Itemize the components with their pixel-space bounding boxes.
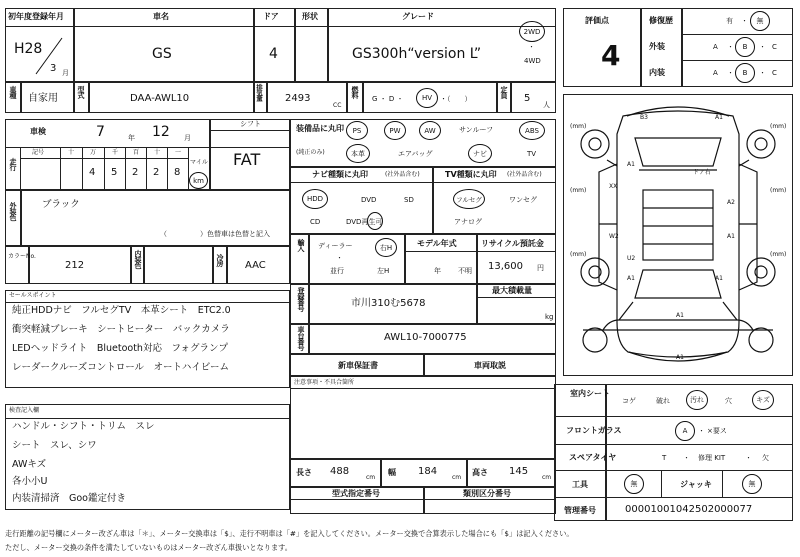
- first-reg-label: 初年度登録年月: [8, 12, 64, 21]
- mm-label-4: (mm): [770, 187, 787, 194]
- digit-header-4: 百: [133, 149, 140, 156]
- tools-label: 工具: [572, 480, 588, 489]
- inspection-year: 7: [96, 124, 105, 140]
- damage-a2: A2: [727, 199, 735, 206]
- sales-point-1: 純正HDDナビ フルセグTV 本革シート ETC2.0: [12, 305, 231, 316]
- mm-label-6: (mm): [770, 251, 787, 258]
- import-dot: ・: [336, 254, 343, 262]
- inspection-label: 車検: [30, 127, 46, 136]
- height-label: 高さ: [472, 468, 488, 477]
- tools-none-circle: 無: [624, 474, 644, 494]
- seat-yogore-circle: 汚れ: [686, 390, 708, 410]
- color-value: ブラック: [42, 199, 80, 210]
- width-value: 184: [418, 466, 438, 477]
- drive-dot: ・: [528, 43, 535, 51]
- use-label: 車種: [9, 86, 17, 98]
- fuel-options: G ・ D ・: [372, 95, 404, 103]
- navi-sd: SD: [404, 196, 414, 204]
- damage-hood-right: ドア右: [693, 169, 711, 176]
- sales-point-2: 衝突軽減ブレーキ シートヒーター バックカメラ: [12, 324, 230, 335]
- damage-a1-bottom: A1: [676, 312, 684, 319]
- interior-a: A: [713, 69, 718, 77]
- inspector-label: 検査記入欄: [9, 407, 40, 414]
- inspector-note-1: ハンドル・シフト・トリム スレ: [12, 421, 155, 432]
- door-label: ドア: [263, 12, 279, 21]
- tv-analog: アナログ: [454, 218, 482, 226]
- door-count: 4: [269, 46, 278, 62]
- ac-label: 冷房: [216, 254, 224, 266]
- repair-none-circle: 無: [750, 11, 770, 31]
- inspection-month: 12: [152, 124, 170, 140]
- windshield-label: フロントガラス: [566, 426, 622, 435]
- color-note: ）色替車は色替と記入: [200, 230, 270, 238]
- interior-dot-1: ・: [727, 69, 734, 77]
- mileage-digit-2: 5: [111, 167, 118, 178]
- car-name: GS: [152, 46, 172, 62]
- spare-dot-2: ・: [745, 454, 752, 462]
- digit-header-6: 一: [175, 149, 182, 156]
- seat-ana: 穴: [725, 397, 732, 405]
- shift-label: シフト: [240, 120, 261, 128]
- windshield-dot: ・: [698, 427, 705, 435]
- tv-oneseg: ワンセグ: [509, 196, 537, 204]
- registration-value: 市川310む5678: [351, 298, 426, 309]
- color-code-label: カラーNo.: [8, 253, 36, 260]
- inspector-note-4: 各小小U: [12, 476, 48, 487]
- mm-label-2: (mm): [770, 123, 787, 130]
- interior-b-circle: B: [735, 63, 755, 83]
- mm-label-1: (mm): [570, 123, 587, 130]
- spare-kit: 修理 KIT: [698, 454, 726, 462]
- footer-note-1: 走行距離の記号欄にメーター改ざん車は「＊」、メーター交換車は「$」、走行不明車は「#」を記入してください。メーター交換で合算表示した場合にも「$」は記入ください。: [5, 529, 574, 538]
- first-reg-month: 3: [50, 63, 57, 74]
- body-type-label: 形状: [302, 12, 318, 21]
- color-code: 212: [65, 260, 85, 271]
- color-open-paren: （: [160, 230, 167, 238]
- grade-value: GS300h“version L”: [352, 46, 482, 62]
- navi-dvd-play: DVD再生可: [346, 218, 383, 226]
- width-label: 幅: [388, 468, 396, 477]
- exterior-b-circle: B: [735, 37, 755, 57]
- equip-tv: TV: [527, 150, 537, 158]
- car-name-label: 車名: [153, 12, 169, 21]
- spare-none: 欠: [762, 454, 769, 462]
- tv-fullseg-circle: フルセグ: [453, 189, 485, 209]
- equipment-label: 装備品に丸印: [296, 124, 344, 133]
- digit-header-2: 万: [90, 149, 97, 156]
- inspection-year-unit: 年: [128, 134, 135, 142]
- length-unit: cm: [366, 474, 376, 481]
- equip-sunroof: サンルーフ: [459, 126, 494, 134]
- chassis-label: 車台番号: [297, 326, 305, 350]
- import-dealer: ディーラー: [318, 242, 353, 250]
- sales-point-4: レーダークルーズコントロール オートハイビーム: [12, 362, 229, 373]
- class-number-label: 類別区分番号: [463, 489, 511, 498]
- score-label: 評価点: [585, 16, 609, 25]
- damage-w2: W2: [609, 233, 619, 240]
- fuel-other: ・（ ）: [440, 95, 472, 103]
- color-label: 外装色: [9, 202, 17, 220]
- inspection-month-unit: 月: [184, 134, 191, 142]
- mileage-symbol-label: 記号: [32, 149, 45, 156]
- handle-right-circle: 右H: [375, 238, 397, 257]
- damage-a1-lower-right: A1: [715, 275, 723, 282]
- capacity-unit: 人: [543, 101, 550, 109]
- repair-yes: 有: [726, 17, 733, 25]
- max-load-unit: kg: [545, 313, 554, 321]
- length-value: 488: [330, 466, 350, 477]
- drive-2wd-circle: 2WD: [519, 21, 545, 42]
- km-circle: km: [189, 172, 208, 189]
- equip-abs-circle: ABS: [519, 121, 545, 140]
- windshield-a-circle: A: [675, 421, 695, 441]
- damage-a1-mid: A1: [727, 233, 735, 240]
- handle-left: 左H: [377, 267, 390, 275]
- equip-leather-circle: 本革: [346, 144, 370, 163]
- notes-label: 注意事項・不具合箇所: [294, 379, 355, 386]
- navi-types-label: ナビ種類に丸印: [312, 170, 368, 179]
- navi-hdd-circle: HDD: [302, 189, 328, 209]
- navi-cd: CD: [310, 218, 321, 226]
- interior-seat-label-1: 室内シート: [570, 389, 610, 398]
- interior-label: 内装: [649, 68, 665, 77]
- equip-airbag: エアバッグ: [398, 150, 433, 158]
- mileage-digit-4: 2: [153, 167, 160, 178]
- footer-note-2: ただし、メーター交換の条件を満たしていないものはメーター改ざん車扱いとなります。: [5, 543, 292, 552]
- inspector-note-5: 内装清掃済 Goo鑑定付き: [12, 493, 126, 504]
- displacement-label: 排気量: [255, 84, 263, 101]
- shift-value: FAT: [233, 150, 261, 169]
- model-year-unit: 年: [434, 267, 441, 275]
- mm-label-3: (mm): [570, 187, 587, 194]
- recycle-label: リサイクル預託金: [481, 239, 544, 248]
- equip-aw-circle: AW: [419, 121, 441, 140]
- use-value: 自家用: [28, 93, 58, 104]
- new-car-warranty: 新車保証書: [338, 361, 378, 370]
- capacity-label: 定員: [500, 86, 508, 98]
- sales-point-3: LEDヘッドライト Bluetooth対応 フォグランプ: [12, 343, 228, 354]
- model-year-unknown: 不明: [458, 267, 472, 275]
- seat-kizu-circle: キズ: [752, 390, 774, 410]
- grade-label: グレード: [402, 12, 434, 21]
- spare-dot-1: ・: [683, 454, 690, 462]
- model-label: 型式: [77, 86, 85, 98]
- windshield-x: ×要ス: [707, 427, 727, 435]
- damage-a1-lower-left: A1: [627, 275, 635, 282]
- equip-pw-circle: PW: [384, 121, 406, 140]
- equipment-sublabel: (純正のみ): [296, 149, 325, 156]
- import-parallel: 並行: [330, 267, 344, 275]
- equip-ps-circle: PS: [346, 121, 368, 140]
- damage-a1-left: A1: [627, 161, 635, 168]
- repair-history-label: 修復歴: [649, 16, 673, 25]
- management-number-label: 管理番号: [564, 506, 596, 515]
- exterior-c: C: [772, 43, 777, 51]
- mileage-label: 走行: [9, 158, 17, 170]
- registration-label: 登録番号: [297, 287, 305, 311]
- max-load-label: 最大積載量: [492, 286, 532, 295]
- jack-label: ジャッキ: [680, 480, 712, 489]
- mm-label-5: (mm): [570, 251, 587, 258]
- interior-color-label: 内装色: [134, 250, 142, 268]
- fuel-label: 燃料: [351, 86, 359, 98]
- import-label: 輸入: [297, 239, 305, 251]
- capacity-value: 5: [524, 93, 531, 104]
- tv-types-sub: (社外品含む): [507, 171, 542, 178]
- chassis-value: AWL10-7000775: [384, 332, 467, 343]
- interior-dot-2: ・: [759, 69, 766, 77]
- mileage-digit-1: 4: [89, 167, 96, 178]
- navi-dvd: DVD: [361, 196, 377, 204]
- exterior-dot-1: ・: [727, 43, 734, 51]
- width-unit: cm: [452, 474, 462, 481]
- exterior-a: A: [713, 43, 718, 51]
- damage-a1-top-right: A1: [715, 114, 723, 121]
- digit-header-3: 千: [112, 149, 119, 156]
- spare-t: T: [662, 454, 667, 462]
- management-number: 00001001042502000077: [625, 504, 753, 515]
- vehicle-manual: 車両取説: [474, 361, 506, 370]
- displacement-unit: CC: [333, 102, 342, 109]
- mileage-digit-5: 8: [174, 167, 181, 178]
- displacement-value: 2493: [285, 93, 311, 104]
- exterior-label: 外装: [649, 42, 665, 51]
- seat-koge: コゲ: [622, 397, 636, 405]
- exterior-dot-2: ・: [759, 43, 766, 51]
- damage-b3: B3: [640, 114, 648, 121]
- ac-value: AAC: [245, 260, 266, 271]
- interior-c: C: [772, 69, 777, 77]
- first-reg-month-unit: 月: [62, 69, 69, 77]
- digit-header-1: 十: [68, 149, 75, 156]
- height-value: 145: [509, 466, 529, 477]
- damage-xx: XX: [609, 183, 618, 190]
- damage-a1-front-l: A1: [676, 354, 684, 361]
- repair-dot: ・: [741, 17, 748, 25]
- damage-u2: U2: [627, 255, 636, 262]
- spare-tire-label: スペアタイヤ: [569, 453, 617, 462]
- fuel-hv-circle: HV: [416, 88, 438, 108]
- score-value: 4: [601, 39, 621, 72]
- digit-header-5: 十: [154, 149, 161, 156]
- type-designation-label: 型式指定番号: [332, 489, 380, 498]
- tv-types-label: TV種類に丸印: [445, 170, 497, 179]
- seat-yabure: 破れ: [656, 397, 670, 405]
- mile-label: マイル: [190, 159, 208, 166]
- model-value: DAA-AWL10: [130, 93, 190, 104]
- drive-4wd: 4WD: [524, 57, 541, 65]
- row-first-reg: [5, 8, 556, 82]
- height-unit: cm: [542, 474, 552, 481]
- recycle-value: 13,600: [488, 261, 523, 272]
- car-outline-svg: [563, 94, 793, 376]
- equip-navi-circle: ナビ: [468, 144, 492, 163]
- jack-none-circle: 無: [742, 474, 762, 494]
- navi-types-sub: (社外品含む): [385, 171, 420, 178]
- first-reg-year: H28: [14, 41, 43, 57]
- length-label: 長さ: [296, 468, 312, 477]
- mileage-digit-3: 2: [132, 167, 139, 178]
- navi-dvd-play-circle: [367, 212, 383, 230]
- first-reg-slash: [30, 36, 66, 76]
- inspector-note-2: シート スレ、シワ: [12, 440, 97, 451]
- sales-points-label: セールスポイント: [9, 292, 57, 299]
- inspector-note-3: AWキズ: [12, 459, 47, 470]
- recycle-yen: 円: [537, 264, 544, 272]
- model-year-label: モデル年式: [417, 239, 457, 248]
